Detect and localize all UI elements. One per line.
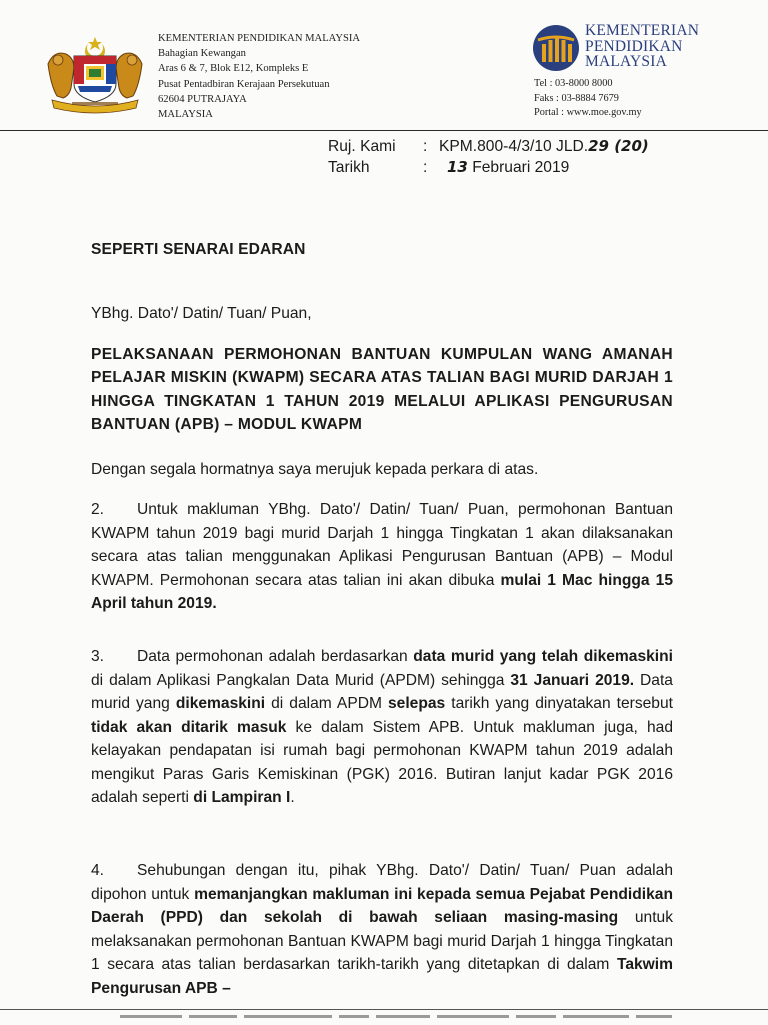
paragraph-3	[91, 645, 673, 810]
handwritten-reference-number: 29 (20)	[588, 137, 649, 155]
footer-divider	[0, 1009, 768, 1010]
paragraph-text: untuk melaksanakan permohonan Bantuan KWAPM bagi murid Darjah 1 hingga Tingkatan 1 secara atas talian berdasarkan tarikh-tarikh yang ditetapkan di dalam	[91, 909, 674, 973]
paragraph-bold-text: 31 Januari 2019.	[510, 671, 635, 689]
contact-line: Portal : www.moe.gov.my	[534, 107, 642, 119]
address-line: 62604 PUTRAJAYA	[158, 93, 247, 105]
paragraph-bold-text: selepas	[387, 695, 446, 712]
colon: :	[423, 138, 428, 155]
paragraph-4	[91, 859, 673, 1000]
paragraph-text: Untuk makluman YBhg. Dato'/ Datin/ Tuan/ Puan, permohonan Bantuan KWAPM tahun 2019 bagi murid Darjah 1 hingga Tingkatan 1 akan dilaksanakan secara atas talian menggunakan Aplikasi Pengurusan Bantuan (APB) – Modul KWAPM. Permohonan secara atas talian ini akan dibuka	[91, 501, 673, 589]
letterhead-divider	[0, 130, 768, 131]
address-line: Pusat Pentadbiran Kerajaan Persekutuan	[158, 78, 330, 90]
moe-logo-icon	[532, 24, 580, 72]
reference-block	[328, 136, 649, 178]
paragraph-text: .	[290, 789, 295, 806]
paragraph-number: 3.	[91, 648, 105, 665]
paragraph-text: di dalam APDM	[265, 695, 388, 712]
paragraph-number: 4.	[91, 862, 105, 879]
paragraph-bold-text: tidak akan ditarik masuk	[91, 718, 287, 736]
paragraph-2	[91, 498, 673, 616]
paragraph-bold-text: di Lampiran I	[193, 789, 291, 806]
paragraph-text: Data murid yang	[91, 671, 673, 712]
intro-paragraph: Dengan segala hormatnya saya merujuk kepada perkara di atas.	[91, 461, 539, 478]
ministry-brand-name	[585, 23, 699, 70]
paragraph-bold-text: memanjangkan makluman ini kepada semua Pejabat Pendidikan Daerah (PPD) dan sekolah di bawah seliaan masing-masing	[91, 885, 673, 926]
date-row	[328, 157, 649, 178]
paragraph-text: di dalam Aplikasi Pangkalan Data Murid (APDM) sehingga	[91, 671, 511, 689]
paragraph-text: Sehubungan dengan itu, pihak YBhg. Dato'/ Datin/ Tuan/ Puan adalah dipohon untuk	[91, 862, 673, 903]
address-line: KEMENTERIAN PENDIDIKAN MALAYSIA	[158, 33, 361, 44]
brand-line: PENDIDIKAN	[585, 37, 683, 55]
malaysia-coat-of-arms-icon	[42, 34, 148, 114]
reference-row	[328, 136, 649, 157]
reference-label: Ruj. Kami	[328, 138, 396, 155]
brand-line: KEMENTERIAN	[585, 22, 700, 39]
contact-line: Tel : 03-8000 8000	[534, 78, 613, 89]
distribution-heading: SEPERTI SENARAI EDARAN	[91, 241, 306, 258]
reference-value: KPM.800-4/3/10 JLD.	[439, 138, 589, 155]
colon: :	[423, 159, 428, 176]
address-line: MALAYSIA	[158, 109, 213, 121]
address-line: Bahagian Kewangan	[158, 48, 246, 60]
letter-subject: PELAKSANAAN PERMOHONAN BANTUAN KUMPULAN WANG AMANAH PELAJAR MISKIN (KWAPM) SECARA ATAS TALIAN BAGI MURID DARJAH 1 HINGGA TINGKATAN 1 TAHUN 2019 MELALUI APLIKASI PENGURUSAN BANTUAN (APB) – MODUL KWAPM	[91, 346, 673, 433]
date-value: Februari 2019	[472, 159, 570, 176]
ministry-address	[158, 31, 360, 122]
paragraph-bold-text: data murid yang telah dikemaskini	[413, 648, 673, 665]
paragraph-bold-text: mulai 1 Mac hingga 15 April tahun 2019.	[91, 571, 673, 612]
handwritten-day: 13	[447, 158, 468, 176]
paragraph-bold-text: dikemaskini	[175, 695, 266, 712]
paragraph-bold-text: Takwim Pengurusan APB –	[91, 956, 673, 997]
paragraph-text: Data permohonan adalah berdasarkan	[137, 648, 414, 665]
paragraph-text: tarikh yang dinyatakan tersebut	[445, 695, 673, 712]
paragraph-number: 2.	[91, 501, 105, 518]
paragraph-text: ke dalam Sistem APB. Untuk makluman juga, had kelayakan pendapatan isi rumah bagi permohonan KWAPM tahun 2019 adalah mengikut Paras Garis Kemiskinan (PGK) 2016. Butiran lanjut kadar PGK 2016 adalah seperti	[91, 718, 673, 806]
salutation: YBhg. Dato'/ Datin/ Tuan/ Puan,	[91, 305, 312, 322]
address-line: Aras 6 & 7, Blok E12, Kompleks E	[158, 63, 309, 75]
contact-line: Faks : 03-8884 7679	[534, 92, 619, 104]
contact-details	[534, 77, 642, 121]
brand-line: MALAYSIA	[585, 53, 667, 70]
date-label: Tarikh	[328, 159, 370, 176]
